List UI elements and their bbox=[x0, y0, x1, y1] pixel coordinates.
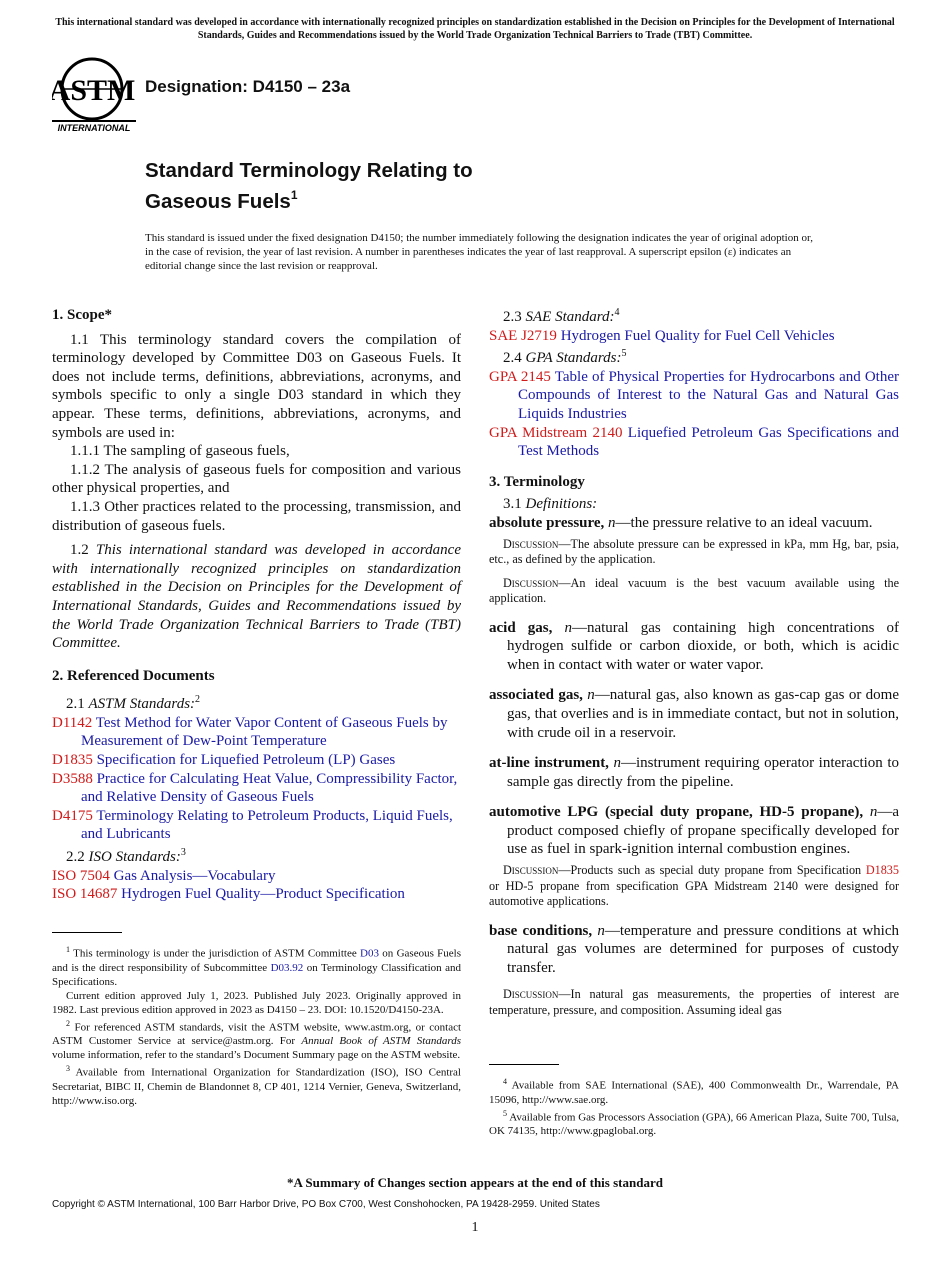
discussion-word: Discussion bbox=[503, 863, 559, 878]
gpa-label: GPA Standards: bbox=[525, 350, 622, 367]
scope-1-1-2: 1.1.2 The analysis of gaseous fuels for composition and various other physical properties, and bbox=[52, 461, 461, 497]
discussion-base bbox=[489, 987, 899, 1018]
term-at-line-instrument bbox=[489, 754, 899, 791]
ref-code[interactable]: ISO 7504 bbox=[52, 867, 110, 884]
term-name: absolute pressure, bbox=[489, 514, 605, 531]
term-def: —natural gas, also known as gas-cap gas or dome gas, that overlies and is in immediate contact, but not in solution, with crude oil in a reservoir. bbox=[507, 687, 899, 741]
ref-code[interactable]: SAE J2719 bbox=[489, 327, 557, 344]
title-text: Gaseous Fuels bbox=[145, 190, 291, 213]
term-automotive-lpg bbox=[489, 803, 899, 859]
ref-title[interactable]: Practice for Calculating Heat Value, Compressibility Factor, and Relative Density of Gaseous Fuels bbox=[81, 770, 458, 806]
ref-code[interactable]: GPA 2145 bbox=[489, 368, 551, 385]
iso-standards-label bbox=[52, 844, 461, 867]
discussion-d1835-link[interactable]: D1835 bbox=[865, 863, 899, 878]
gpa-standards-label bbox=[489, 345, 899, 368]
sae-footnote-ref[interactable]: 4 bbox=[614, 307, 620, 318]
footnote-5 bbox=[489, 1107, 899, 1139]
pos: n bbox=[613, 755, 621, 772]
tbt-notice: This international standard was developed in accordance with internationally recognized principles on standardization established in the Decision on Principles for the Development of International Standards, Guides and Recommendations issued by the World Trade Organization Technical Barriers to Trade (TBT) Committee. bbox=[55, 17, 895, 41]
term-def: —the pressure relative to an ideal vacuum. bbox=[615, 514, 873, 531]
sae-num: 2.3 bbox=[503, 309, 522, 325]
scope-1-1-1: 1.1.1 The sampling of gaseous fuels, bbox=[70, 443, 290, 460]
logo-text: ASTM bbox=[52, 74, 136, 107]
summary-of-changes-note: *A Summary of Changes section appears at the end of this standard bbox=[287, 1175, 663, 1190]
title-line-2 bbox=[145, 183, 473, 214]
footnote-3 bbox=[52, 1062, 461, 1108]
astm-logo bbox=[52, 56, 136, 132]
definitions-label bbox=[489, 495, 899, 514]
pos: n bbox=[564, 619, 572, 636]
term-def: —a product composed chiefly of propane specifically developed for use as fuel in spark-ignition internal combustion engines. bbox=[507, 804, 899, 858]
discussion-abs-1 bbox=[489, 537, 899, 568]
pos: n bbox=[597, 922, 605, 939]
astm-standards-label bbox=[52, 691, 461, 714]
term-def: —temperature and pressure conditions at which natural gas volumes are determined for purposes of custody transfer. bbox=[507, 922, 899, 976]
ref-title[interactable]: Liquefied Petroleum Gas Specifications and Test Methods bbox=[518, 424, 900, 460]
pos: n bbox=[587, 687, 595, 704]
discussion-word: Discussion bbox=[503, 536, 559, 551]
astm-label: ASTM Standards: bbox=[88, 696, 196, 713]
footnotes-right bbox=[489, 1075, 899, 1138]
term-name: at-line instrument, bbox=[489, 755, 609, 772]
footnote-rule-right bbox=[489, 1064, 559, 1065]
discussion-text: —The absolute pressure can be expressed in kPa, mm Hg, bar, psia, etc., as defined by the application. bbox=[489, 536, 899, 567]
term-name: associated gas, bbox=[489, 687, 583, 704]
fn2-text-a: For referenced ASTM standards, visit the ASTM website, www.astm.org, or contact ASTM Customer Service at service@astm.org. For bbox=[52, 1021, 462, 1048]
discussion-lpg bbox=[489, 863, 899, 910]
footnote-4 bbox=[489, 1075, 899, 1107]
def-num: 3.1 bbox=[503, 496, 522, 513]
discussion-abs-2 bbox=[489, 576, 899, 607]
fn1-subcommittee-link[interactable]: D03.92 bbox=[270, 961, 304, 974]
scope-heading: 1. Scope* bbox=[52, 307, 112, 323]
ref-iso-14687[interactable] bbox=[52, 885, 461, 904]
discussion-word: Discussion bbox=[503, 987, 559, 1002]
ref-title[interactable]: Table of Physical Properties for Hydrocarbons and Other Compounds of Interest to the Natural Gas and Natural Gas Liquids Industries bbox=[518, 368, 899, 422]
iso-label: ISO Standards: bbox=[88, 849, 181, 866]
astm-num: 2.1 bbox=[66, 696, 85, 713]
term-acid-gas bbox=[489, 619, 899, 675]
page-title bbox=[145, 158, 473, 214]
term-def: —instrument requiring operator interaction to sample gas directly from the pipeline. bbox=[507, 755, 899, 790]
ref-d4175[interactable] bbox=[52, 807, 461, 844]
refs-heading: 2. Referenced Documents bbox=[52, 667, 215, 684]
discussion-text: —In natural gas measurements, the properties of interest are temperature, pressure, and composition. Assuming ideal gas bbox=[489, 987, 899, 1017]
fn1-committee-link[interactable]: D03 bbox=[360, 947, 379, 960]
issuance-note: This standard is issued under the fixed designation D4150; the number immediately following the designation indicates the year of original adoption or, in the case of revision, the year of last revision. A number in parentheses indicates the year of last reapproval. A superscript epsilon (ε) indicates an editorial change since the last revision or reapproval. bbox=[145, 232, 813, 272]
scope-1-2-num: 1.2 bbox=[70, 542, 89, 559]
iso-num: 2.2 bbox=[66, 849, 85, 866]
scope-1-2 bbox=[52, 541, 461, 653]
ref-d1835[interactable] bbox=[52, 751, 461, 770]
ref-title[interactable]: Terminology Relating to Petroleum Products, Liquid Fuels, and Lubricants bbox=[81, 807, 453, 843]
footnote-1-edition: Current edition approved July 1, 2023. Published July 2023. Originally approved in 1982. Last previous edition approved in 2023 as D4150 – 23. DOI: 10.1520/D4150-23A. bbox=[52, 989, 461, 1016]
pos: n bbox=[869, 804, 878, 821]
sae-standard-label bbox=[489, 304, 899, 327]
discussion-text: —An ideal vacuum is the best vacuum available using the application. bbox=[489, 575, 899, 606]
fn2-num: 2 bbox=[66, 1018, 70, 1028]
fn2-text-b: volume information, refer to the standard’s Document Summary page on the ASTM website. bbox=[52, 1049, 461, 1062]
ref-code[interactable]: D1142 bbox=[52, 714, 93, 731]
ref-title[interactable]: Hydrogen Fuel Quality—Product Specification bbox=[121, 886, 405, 903]
ref-code[interactable]: D4175 bbox=[52, 807, 93, 824]
def-label: Definitions: bbox=[525, 496, 598, 513]
term-associated-gas bbox=[489, 686, 899, 742]
right-column bbox=[489, 304, 899, 1018]
left-column bbox=[52, 306, 461, 904]
fn1-text-a: This terminology is under the jurisdiction of ASTM Committee bbox=[73, 947, 361, 960]
term-absolute-pressure bbox=[489, 514, 899, 533]
terminology-heading: 3. Terminology bbox=[489, 473, 585, 490]
astm-logo-icon bbox=[52, 56, 136, 132]
designation: Designation: D4150 – 23a bbox=[145, 77, 351, 96]
ref-d3588[interactable] bbox=[52, 770, 461, 807]
fn5-text: Available from Gas Processors Association (GPA), 66 American Plaza, Suite 700, Tulsa, OK 74135, http://www.gpaglobal.org. bbox=[489, 1111, 899, 1138]
footnote-rule-left bbox=[52, 932, 122, 933]
ref-gpa-2140[interactable] bbox=[489, 424, 899, 461]
ref-title[interactable]: Gas Analysis—Vocabulary bbox=[113, 867, 276, 884]
gpa-footnote-ref[interactable]: 5 bbox=[621, 348, 627, 360]
discussion-text-b: or HD-5 propane from specification GPA Midstream 2140 were designed for automotive applications. bbox=[489, 878, 899, 909]
fn3-num: 3 bbox=[66, 1064, 70, 1074]
ref-gpa-2145[interactable] bbox=[489, 368, 899, 424]
title-footnote-ref[interactable]: 1 bbox=[290, 188, 298, 202]
ref-code[interactable]: D3588 bbox=[52, 770, 93, 787]
ref-iso-7504[interactable] bbox=[52, 867, 461, 886]
gpa-num: 2.4 bbox=[503, 350, 522, 367]
term-def: —natural gas containing high concentrations of hydrogen sulfide or carbon dioxide, or both, which is acidic when in contact with water or water vapor. bbox=[507, 619, 899, 673]
ref-title[interactable]: Specification for Liquefied Petroleum (LP) Gases bbox=[96, 752, 396, 769]
fn1-text-b: on Gaseous Fuels and is the direct responsibility of Subcommittee bbox=[52, 947, 461, 974]
ref-title[interactable]: Hydrogen Fuel Quality for Fuel Cell Vehicles bbox=[560, 327, 835, 344]
scope-1-1: 1.1 This terminology standard covers the compilation of terminology developed by Committee D03 on Gaseous Fuels. It does not include terms, definitions, abbreviations, acronyms, and symbols specific to only a single D03 standard in which they appear. These terms, definitions, abbreviations, acronyms, and symbols are used in: bbox=[52, 331, 461, 441]
title-line-1: Standard Terminology Relating to bbox=[145, 159, 473, 182]
fn2-italic: Annual Book of ASTM Standards bbox=[301, 1035, 461, 1048]
ref-code[interactable]: ISO 14687 bbox=[52, 886, 118, 903]
ref-code[interactable]: D1835 bbox=[52, 752, 93, 769]
term-base-conditions bbox=[489, 922, 899, 978]
ref-code[interactable]: GPA Midstream 2140 bbox=[489, 424, 623, 441]
pos: n bbox=[608, 514, 616, 531]
ref-d1142[interactable] bbox=[52, 714, 461, 751]
sae-label: SAE Standard: bbox=[525, 309, 615, 325]
page-number: 1 bbox=[471, 1220, 479, 1235]
fn1-num: 1 bbox=[66, 945, 70, 954]
astm-footnote-ref[interactable]: 2 bbox=[195, 694, 201, 706]
discussion-text-a: —Products such as special duty propane from Specification bbox=[558, 863, 866, 878]
scope-1-2-text: This international standard was developed in accordance with internationally recognized principles on standardization established in the Decision on Principles for the Development of International Standards, Guides and Recommendations issued by the World Trade Organization Technical Barriers to Trade (TBT) Committee. bbox=[52, 542, 462, 652]
term-name: base conditions, bbox=[489, 922, 593, 939]
term-name: automotive LPG (special duty propane, HD-5 propane), bbox=[489, 804, 864, 821]
footnote-1 bbox=[52, 943, 461, 989]
ref-title[interactable]: Test Method for Water Vapor Content of Gaseous Fuels by Measurement of Dew-Point Temperature bbox=[81, 714, 448, 750]
fn1-text-c: on Terminology Classification and Specifications. bbox=[52, 961, 461, 988]
fn4-num: 4 bbox=[503, 1077, 507, 1086]
fn5-num: 5 bbox=[503, 1108, 507, 1118]
fn4-text: Available from SAE International (SAE), 400 Commonwealth Dr., Warrendale, PA 15096, http://www.sae.org. bbox=[489, 1079, 899, 1106]
scope-1-1-3: 1.1.3 Other practices related to the processing, transmission, and distribution of gaseous fuels. bbox=[52, 498, 461, 534]
logo-subtext: INTERNATIONAL bbox=[57, 123, 131, 132]
copyright: Copyright © ASTM International, 100 Barr Harbor Drive, PO Box C700, West Conshohocken, PA 19428-2959. United States bbox=[52, 1199, 600, 1210]
discussion-word: Discussion bbox=[503, 575, 559, 590]
term-name: acid gas, bbox=[489, 619, 553, 636]
footnote-2 bbox=[52, 1017, 461, 1063]
ref-sae-j2719[interactable] bbox=[489, 327, 899, 346]
fn3-text: Available from International Organization for Standardization (ISO), ISO Central Secretariat, BIBC II, Chemin de Blandonnet 8, CP 401, 1214 Vernier, Geneva, Switzerland, http://www.iso.org. bbox=[52, 1066, 461, 1107]
iso-footnote-ref[interactable]: 3 bbox=[180, 847, 186, 859]
footnotes-left bbox=[52, 943, 461, 1108]
